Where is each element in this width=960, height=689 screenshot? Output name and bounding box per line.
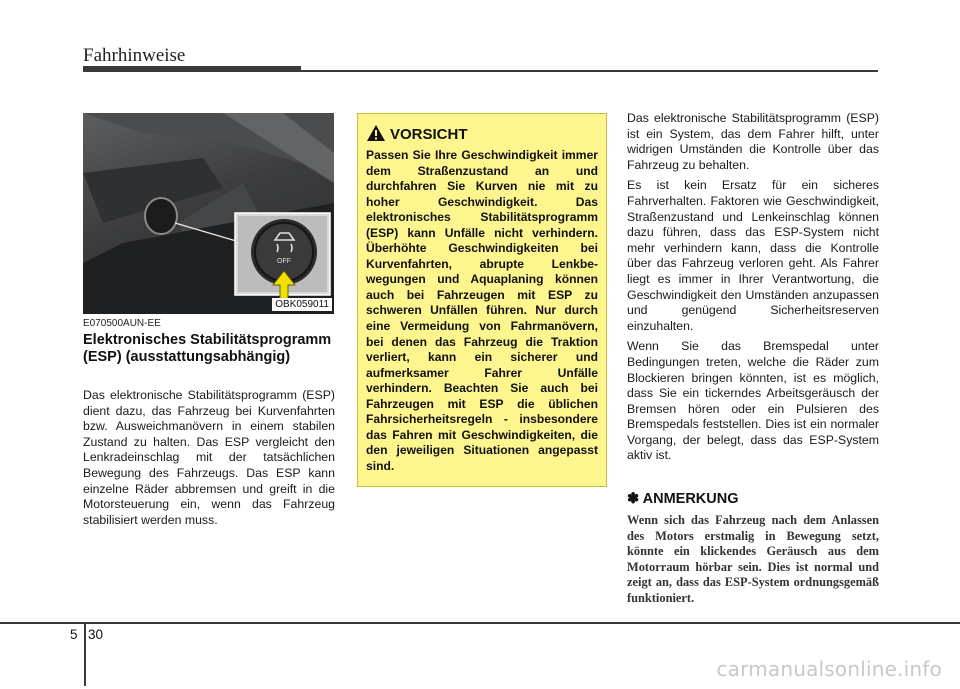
- watermark-text: carmanualsonline.info: [716, 657, 942, 681]
- photo-code-label: OBK059011: [272, 298, 332, 311]
- warning-text: Passen Sie Ihre Geschwindigkeit immer dem Straßenzustand an und durchfahren Sie Kurven nie mit zu hoher Geschwindigkeit. Das elektronisches Stabilitätsprogramm (ESP) kann Unfälle nicht verhindern. Überhöhte Geschwindigkeiten bei Kurvenfahrten, abrupte Lenkbewegungen und Aquaplaning können auch bei Fahrzeugen mit ESP zu schweren Unfällen führen. Nur durch eine Vermeidung von Fahrmanövern, bei denen das Fahrzeug die Traktion verliert, kann ein sicherer und aufmerksamer Fahrer Unfälle verhindern. Beachten Sie auch bei Fahrzeugen mit ESP die üblichen Fahrsicherheitsregeln - insbesondere das Fahren mit Geschwindigkeiten, die den jeweiligen Situationen angepasst sind.: [366, 148, 598, 473]
- right-paragraph-2: Es ist kein Ersatz für ein sicheres Fahrverhalten. Faktoren wie Geschwindigkeit, Straßenzustand und Lenkeinschlag können dazu führen, dass das ESP-System nicht mehr verhindern kann, dass die Kontrolle über das Fahrzeug verloren geht. Als Fahrer liegt es immer in Ihrer Verantwortung, die Geschwindigkeit den Umständen anzupassen und genügend Sicherheitsreserven einzuhalten.: [627, 178, 879, 333]
- chapter-number: 5: [70, 627, 78, 642]
- esp-description-paragraph: Das elektronische Stabilitätsprogramm (ESP) dient dazu, das Fahrzeug bei Kurvenfahrten bzw. Ausweichmanövern in einem stabilen Zustand zu halten. Das ESP vergleicht den Lenkradeinschlag mit der tatsächlichen Bewegung des Fahrzeugs. Das ESP kann einzelne Räder abbremsen und greift in die Motorsteuerung ein, wenn das Fahrzeug stabilisiert werden muss.: [83, 388, 335, 527]
- page-number: 30: [88, 627, 104, 642]
- page-header-title: Fahrhinweise: [83, 45, 186, 66]
- right-paragraph-1: Das elektronische Stabilitätsprogramm (ESP) ist ein System, das dem Fahrer hilft, unter widrigen Umständen die Kontrolle über das Fahrzeug zu behalten.: [627, 111, 879, 172]
- section-code: E070500AUN-EE: [83, 318, 161, 329]
- warning-triangle-icon: [366, 124, 386, 142]
- dashboard-illustration: [83, 113, 334, 314]
- footer-vertical-rule: [84, 622, 86, 686]
- header-rule-thin: [83, 70, 878, 72]
- warning-box: [357, 113, 607, 487]
- right-column: [627, 111, 879, 469]
- esp-switch-photo: [83, 113, 334, 314]
- note-heading: ✽ ANMERKUNG: [627, 491, 739, 507]
- warning-title: VORSICHT: [390, 126, 468, 143]
- esp-off-button-label: OFF: [277, 258, 291, 265]
- right-paragraph-3: Wenn Sie das Bremspedal unter Bedingungen treten, welche die Räder zum Blockieren bringen könnten, ist es möglich, dass Sie ein tickerndes Arbeitsgeräusch der Bremsen hören oder ein Pulsieren des Bremspedals feststellen. Dies ist ein normaler Vorgang, der belegt, dass das ESP-System aktiv ist.: [627, 339, 879, 463]
- section-title: Elektronisches Stabilitätsprogramm (ESP) (ausstattungsabhängig): [83, 332, 332, 365]
- note-text: Wenn sich das Fahrzeug nach dem Anlassen des Motors erstmalig in Bewegung setzt, könnte ein klickendes Geräusch aus dem Motorraum hörbar sein. Dies ist normal und zeigt an, dass das ESP-System ordnungsgemäß funktioniert.: [627, 513, 879, 605]
- footer-rule: [0, 622, 960, 624]
